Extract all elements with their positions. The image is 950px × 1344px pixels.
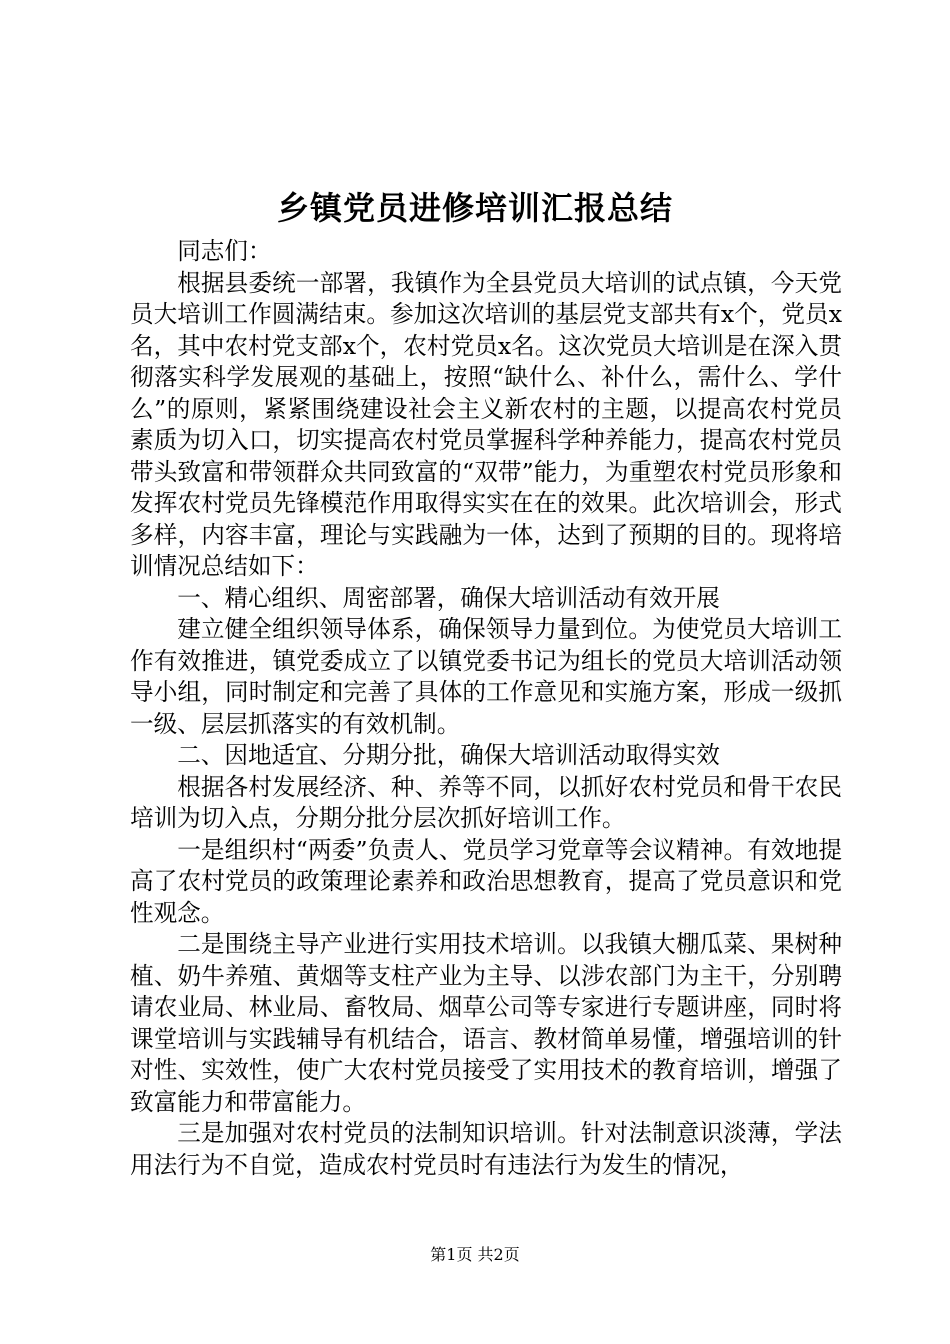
document-title: 乡镇党员进修培训汇报总结: [276, 189, 673, 227]
page-footer: 第1页 共2页: [430, 1245, 520, 1264]
paragraph-item-3: 三是加强对农村党员的法制知识培训。针对法制意识淡薄，学法用法行为不自觉，造成农村党员时有违法行为发生的情况，: [130, 1119, 842, 1179]
paragraph-item-1: 一是组织村“两委”负责人、党员学习党章等会议精神。有效地提高了农村党员的政策理论素养和政治思想教育，提高了党员意识和党性观念。: [130, 835, 842, 927]
section-heading-2: 二、因地适宜、分期分批，确保大培训活动取得实效: [177, 741, 720, 769]
paragraph-section-1: 建立健全组织领导体系，确保领导力量到位。为使党员大培训工作有效推进，镇党委成立了以镇党委书记为组长的党员大培训活动领导小组，同时制定和完善了具体的工作意见和实施方案，形成一级抓一级、层层抓落实的有效机制。: [130, 615, 842, 738]
paragraph-intro: 根据县委统一部署，我镇作为全县党员大培训的试点镇，今天党员大培训工作圆满结束。参加这次培训的基层党支部共有x个，党员x名，其中农村党支部x个，农村党员x名。这次党员大培训是在深入贯彻落实科学发展观的基础上，按照“缺什么、补什么，需什么、学什么”的原则，紧紧围绕建设社会主义新农村的主题，以提高农村党员素质为切入口，切实提高农村党员掌握科学种养能力，提高农村党员带头致富和带领群众共同致富的“双带”能力，为重塑农村党员形象和发挥农村党员先锋模范作用取得实实在在的效果。此次培训会，形式多样，内容丰富，理论与实践融为一体，达到了预期的目的。现将培训情况总结如下：: [130, 268, 842, 580]
paragraph-item-2: 二是围绕主导产业进行实用技术培训。以我镇大棚瓜菜、果树种植、奶牛养殖、黄烟等支柱产业为主导、以涉农部门为主干，分别聘请农业局、林业局、畜牧局、烟草公司等专家进行专题讲座，同时将课堂培训与实践辅导有机结合，语言、教材简单易懂，增强培训的针对性、实效性，使广大农村党员接受了实用技术的教育培训，增强了致富能力和带富能力。: [130, 930, 842, 1116]
paragraph-salutation: 同志们：: [177, 237, 272, 265]
section-heading-1: 一、精心组织、周密部署，确保大培训活动有效开展: [177, 583, 720, 612]
paragraph-section-2: 根据各村发展经济、种、养等不同，以抓好农村党员和骨干农民培训为切入点，分期分批分层次抓好培训工作。: [130, 772, 842, 832]
document-body: [130, 236, 842, 1181]
